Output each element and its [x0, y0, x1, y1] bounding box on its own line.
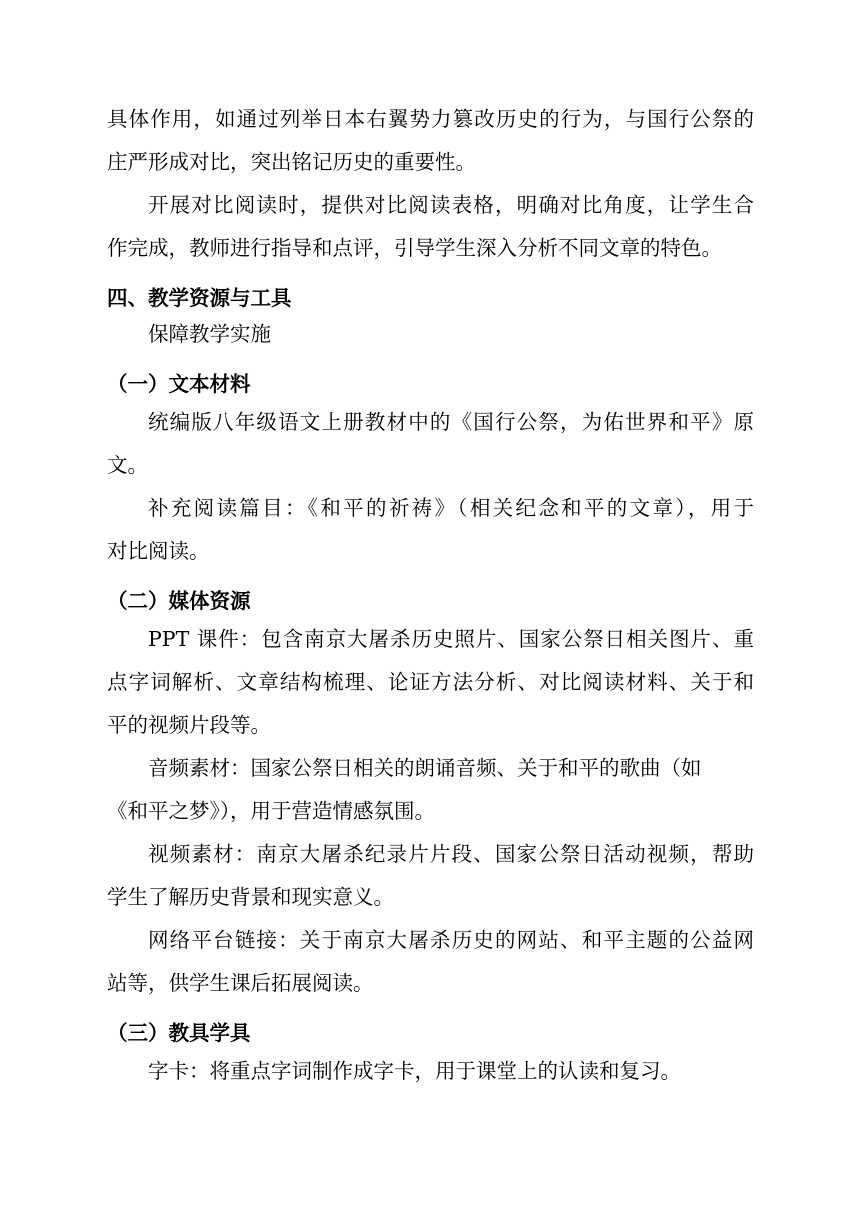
- paragraph-line: 点字词解析、文章结构梳理、论证方法分析、对比阅读材料、关于和: [107, 670, 754, 694]
- paragraph-line: 平的视频片段等。: [107, 713, 271, 737]
- paragraph-line: 视频素材：南京大屠杀纪录片片段、国家公祭日活动视频，帮助: [148, 842, 754, 866]
- paragraph-line: 作完成，教师进行指导和点评，引导学生深入分析不同文章的特色。: [107, 236, 722, 260]
- section-subtitle: 保障教学实施: [148, 322, 271, 346]
- paragraph-line: 对比阅读。: [107, 539, 210, 563]
- paragraph-line: 开展对比阅读时，提供对比阅读表格，明确对比角度，让学生合: [148, 193, 754, 217]
- paragraph-line: 统编版八年级语文上册教材中的《国行公祭，为佑世界和平》原: [148, 410, 754, 434]
- paragraph-line: 网络平台链接：关于南京大屠杀历史的网站、和平主题的公益网: [148, 928, 754, 952]
- paragraph-line: 具体作用，如通过列举日本右翼势力篡改历史的行为，与国行公祭的: [107, 107, 754, 131]
- paragraph-line: 庄严形成对比，突出铭记历史的重要性。: [107, 150, 476, 174]
- paragraph-line: 字卡：将重点字词制作成字卡，用于课堂上的认读和复习。: [148, 1059, 681, 1083]
- paragraph-line: 学生了解历史背景和现实意义。: [107, 885, 394, 909]
- subsection-heading: （一）文本材料: [107, 372, 251, 396]
- paragraph-line: 音频素材：国家公祭日相关的朗诵音频、关于和平的歌曲（如: [148, 756, 702, 780]
- paragraph-line: 补充阅读篇目：《和平的祈祷》（相关纪念和平的文章），用于: [148, 496, 754, 520]
- subsection-heading: （三）教具学具: [107, 1021, 251, 1045]
- paragraph-line: PPT 课件：包含南京大屠杀历史照片、国家公祭日相关图片、重: [148, 627, 754, 651]
- paragraph-line: 站等，供学生课后拓展阅读。: [107, 971, 374, 995]
- subsection-heading: （二）媒体资源: [107, 589, 251, 613]
- paragraph-line: 《和平之梦》），用于营造情感氛围。: [107, 799, 435, 823]
- section-heading: 四、教学资源与工具: [107, 286, 292, 310]
- paragraph-line: 文。: [107, 453, 148, 477]
